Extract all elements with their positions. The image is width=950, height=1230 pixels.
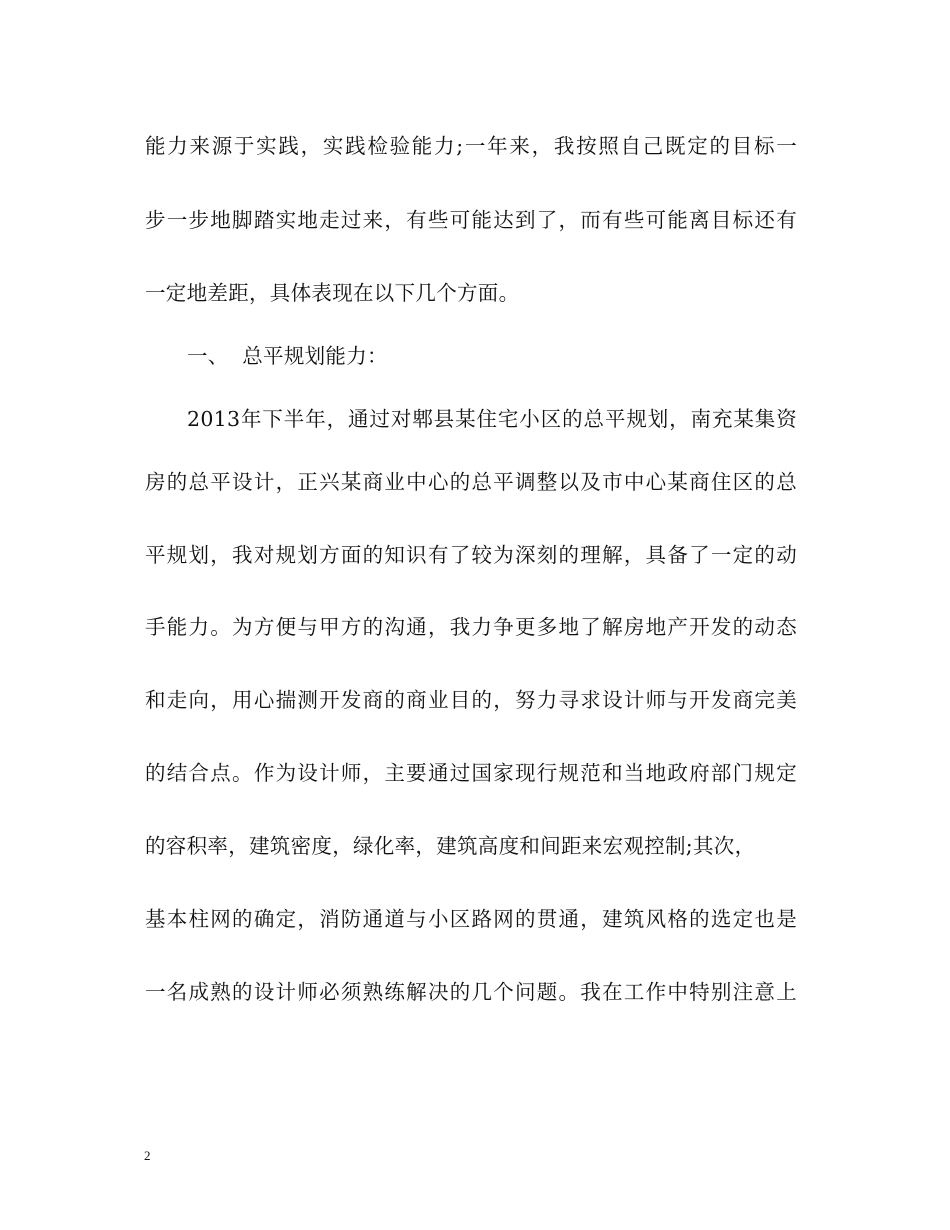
paragraph-line: 手能力。为方便与甲方的沟通，我力争更多地了解房地产开发的动态 <box>145 615 797 639</box>
paragraph-line: 一名成熟的设计师必须熟练解决的几个问题。我在工作中特别注意上 <box>145 980 797 1004</box>
paragraph-line: 基本柱网的确定，消防通道与小区路网的贯通，建筑风格的选定也是 <box>145 907 797 931</box>
paragraph-line: 能力来源于实践，实践检验能力;一年来，我按照自己既定的目标一 <box>145 134 797 158</box>
paragraph-line: 的容积率，建筑密度，绿化率，建筑高度和间距来宏观控制;其次， <box>145 834 756 858</box>
paragraph-line: 一定地差距，具体表现在以下几个方面。 <box>145 281 520 305</box>
paragraph-line: 步一步地脚踏实地走过来，有些可能达到了，而有些可能离目标还有 <box>145 208 797 232</box>
paragraph-line: 的结合点。作为设计师，主要通过国家现行规范和当地政府部门规定 <box>145 761 797 785</box>
page-number: 2 <box>144 1148 151 1163</box>
paragraph-line: 2013年下半年，通过对郫县某住宅小区的总平规划，南充某集资 <box>187 407 797 431</box>
paragraph-line: 房的总平设计，正兴某商业中心的总平调整以及市中心某商住区的总 <box>145 470 797 494</box>
paragraph-line: 平规划，我对规划方面的知识有了较为深刻的理解，具备了一定的动 <box>145 543 797 567</box>
paragraph-line: 和走向，用心揣测开发商的商业目的，努力寻求设计师与开发商完美 <box>145 688 797 712</box>
section-heading: 一、 总平规划能力： <box>187 344 388 368</box>
